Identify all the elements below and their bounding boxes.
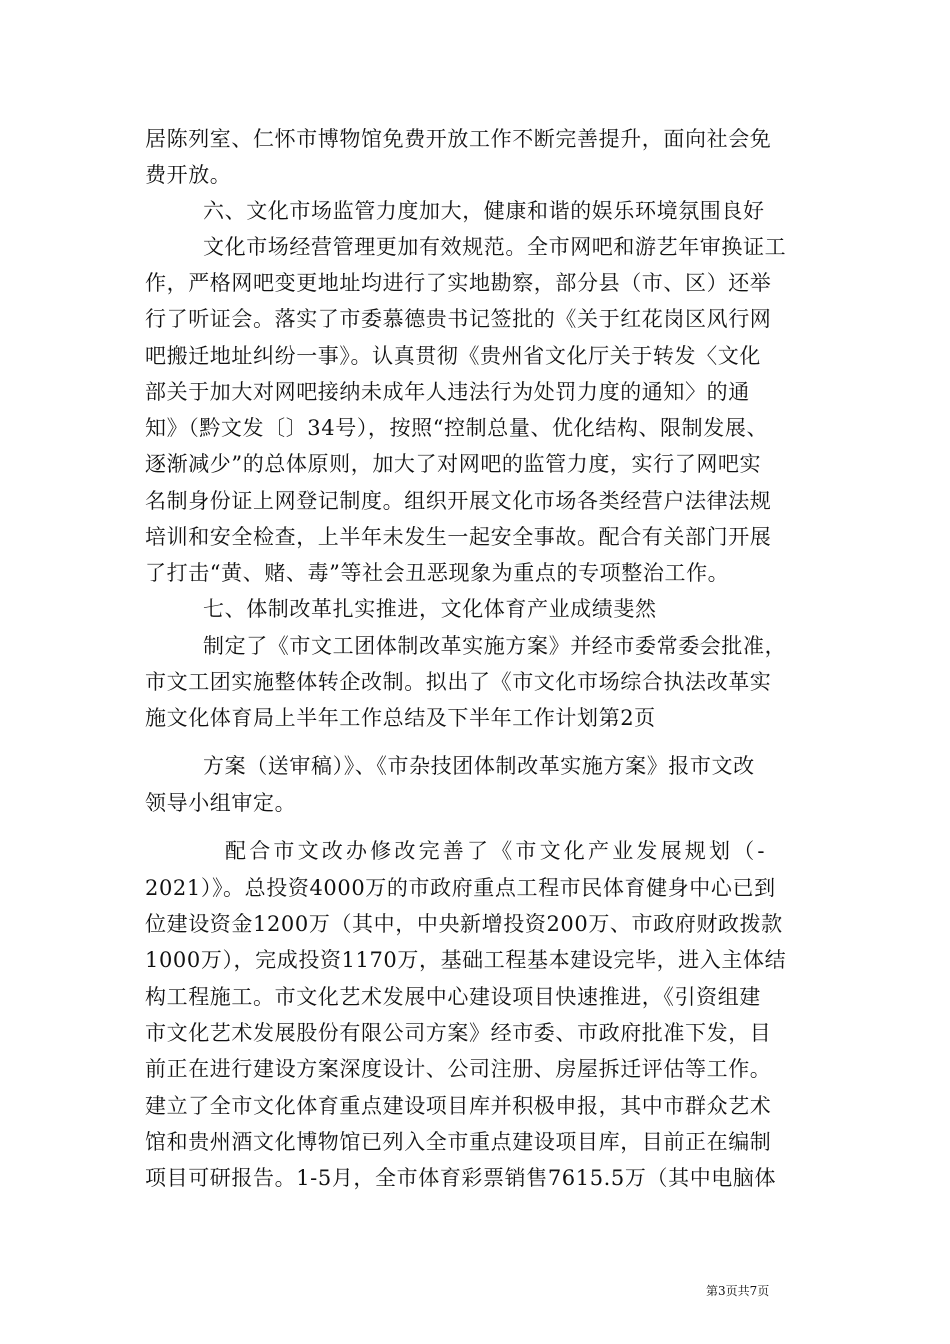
paragraph-line: 作，严格网吧变更地址均进行了实地勘察，部分县（市、区）还举 — [145, 271, 772, 295]
paragraph-line: 部关于加大对网吧接纳未成年人违法行为处罚力度的通知〉的通 — [145, 380, 750, 404]
paragraph-line: 居陈列室、仁怀市博物馆免费开放工作不断完善提升，面向社会免 — [145, 127, 772, 151]
paragraph-line: 逐渐减少”的总体原则，加大了对网吧的监管力度，实行了网吧实 — [145, 452, 762, 476]
paragraph-line: 知》（黔文发〔〕34号），按照“控制总量、优化结构、限制发展、 — [145, 416, 769, 440]
paragraph-line: 施文化体育局上半年工作总结及下半年工作计划第2页 — [145, 706, 656, 730]
paragraph-line: 馆和贵州酒文化博物馆已列入全市重点建设项目库，目前正在编制 — [145, 1130, 772, 1154]
section-heading: 七、体制改革扎实推进，文化体育产业成绩斐然 — [203, 597, 657, 621]
paragraph-line: 制定了《市文工团体制改革实施方案》并经市委常委会批准， — [203, 634, 787, 658]
paragraph-line: 方案（送审稿）》、《市杂技团体制改革实施方案》报市文改 — [203, 754, 755, 778]
paragraph-line: 前正在进行建设方案深度设计、公司注册、房屋拆迁评估等工作。 — [145, 1057, 772, 1081]
paragraph-line: 吧搬迁地址纠纷一事》。认真贯彻《贵州省文化厅关于转发〈文化 — [145, 344, 761, 368]
paragraph-line: 配合市文改办修改完善了《市文化产业发展规划（- — [225, 839, 768, 863]
paragraph-line: 位建设资金1200万（其中，中央新增投资200万、市政府财政拨款 — [145, 912, 783, 936]
paragraph-line: 了打击“黄、赌、毒”等社会丑恶现象为重点的专项整治工作。 — [145, 561, 730, 585]
paragraph-line: 费开放。 — [145, 163, 232, 187]
paragraph-line: 名制身份证上网登记制度。组织开展文化市场各类经营户法律法规 — [145, 489, 772, 513]
paragraph-line: 培训和安全检查，上半年未发生一起安全事故。配合有关部门开展 — [145, 525, 772, 549]
paragraph-line: 市文化艺术发展股份有限公司方案》经市委、市政府批准下发，目 — [145, 1021, 772, 1045]
paragraph-line: 文化市场经营管理更加有效规范。全市网吧和游艺年审换证工 — [203, 235, 787, 259]
paragraph-line: 1000万），完成投资1170万，基础工程基本建设完毕，进入主体结 — [145, 948, 787, 972]
paragraph-line: 行了听证会。落实了市委慕德贵书记签批的《关于红花岗区风行网 — [145, 307, 772, 331]
paragraph-line: 建立了全市文化体育重点建设项目库并积极申报，其中市群众艺术 — [145, 1094, 772, 1118]
section-heading: 六、文化市场监管力度加大，健康和谐的娱乐环境氛围良好 — [203, 199, 765, 223]
paragraph-line: 市文工团实施整体转企改制。拟出了《市文化市场综合执法改革实 — [145, 670, 772, 694]
page-number-footer: 第3页共7页 — [706, 1284, 770, 1298]
paragraph-line: 2021）》。总投资4000万的市政府重点工程市民体育健身中心已到 — [145, 876, 776, 900]
paragraph-line: 领导小组审定。 — [145, 791, 297, 815]
paragraph-line: 项目可研报告。1-5月，全市体育彩票销售7615.5万（其中电脑体 — [145, 1166, 777, 1190]
paragraph-line: 构工程施工。市文化艺术发展中心建设项目快速推进，《引资组建 — [145, 985, 761, 1009]
